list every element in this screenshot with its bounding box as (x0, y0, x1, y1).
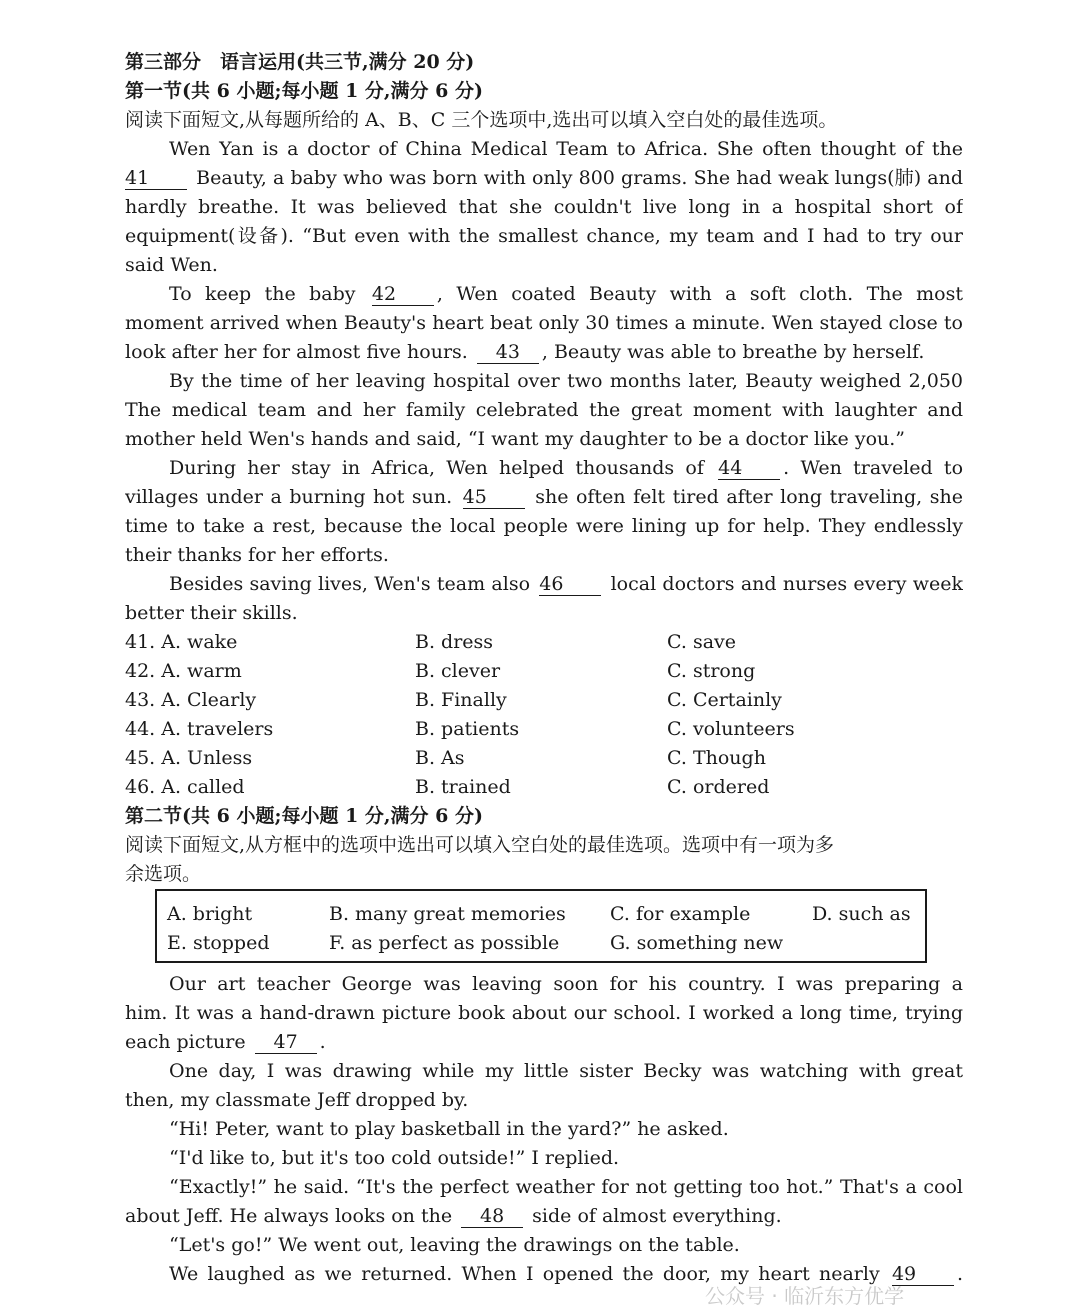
question-options (125, 628, 963, 802)
passage-line: hardly breathe. It was believed that she couldn't live long in a hospital short of (125, 196, 963, 218)
passage-line (125, 338, 963, 367)
passage-text: , Wen coated Beauty with a soft cloth. The most (436, 283, 963, 305)
option-a[interactable]: 46. A. called (125, 776, 245, 798)
passage-text: villages under a burning hot sun. (125, 486, 453, 508)
option-b[interactable]: B. patients (415, 718, 520, 740)
option-c[interactable]: C. save (667, 631, 736, 653)
blank-45: 45 (463, 486, 525, 509)
option-a[interactable]: 45. A. Unless (125, 747, 253, 769)
blank-44: 44 (718, 457, 780, 480)
blank-41: 41 (125, 167, 187, 190)
passage-line (125, 454, 963, 483)
option-a[interactable]: 41. A. wake (125, 631, 238, 653)
passage-line (125, 164, 963, 193)
passage-text: , Beauty was able to breathe by herself. (541, 341, 925, 363)
option-b[interactable]: B. Finally (415, 689, 507, 711)
passage-line: “I'd like to, but it's too cold outside!” I replied. (169, 1147, 620, 1169)
passage-text: look after her for almost five hours. (125, 341, 468, 363)
passage-text: . (956, 1263, 963, 1285)
box-option-b[interactable]: B. many great memories (329, 903, 566, 925)
option-c[interactable]: C. volunteers (667, 718, 795, 740)
section2-instruction: 阅读下面短文,从方框中的选项中选出可以填入空白处的最佳选项。选项中有一项为多 (125, 834, 835, 856)
passage-line: Our art teacher George was leaving soon for his country. I was preparing a (169, 973, 963, 995)
passage-line (125, 570, 963, 599)
passage-line: better their skills. (125, 602, 298, 624)
passage-line (125, 1028, 963, 1057)
passage-1 (125, 135, 963, 628)
passage-line: “Exactly!” he said. “It's the perfect weather for not getting too hot.” That's a cool (169, 1176, 963, 1198)
passage-line: The medical team and her family celebrated the great moment with laughter and (125, 399, 963, 421)
box-option-g[interactable]: G. something new (610, 932, 784, 954)
option-c[interactable]: C. Certainly (667, 689, 782, 711)
passage-text: each picture (125, 1031, 246, 1053)
passage-line (125, 280, 963, 309)
section1-instruction: 阅读下面短文,从每题所给的 A、B、C 三个选项中,选出可以填入空白处的最佳选项。 (125, 109, 838, 131)
passage-line (125, 483, 963, 512)
box-option-e[interactable]: E. stopped (167, 932, 270, 954)
passage-text: about Jeff. He always looks on the (125, 1205, 453, 1227)
option-a[interactable]: 43. A. Clearly (125, 689, 257, 711)
option-c[interactable]: C. Though (667, 747, 766, 769)
box-option-d[interactable]: D. such as (812, 903, 911, 925)
passage-line: him. It was a hand-drawn picture book about our school. I worked a long time, trying (125, 1002, 963, 1024)
box-option-f[interactable]: F. as perfect as possible (329, 932, 560, 954)
passage-text: During her stay in Africa, Wen helped thousands of (169, 457, 704, 479)
option-a[interactable]: 44. A. travelers (125, 718, 274, 740)
option-b[interactable]: B. clever (415, 660, 501, 682)
section2-title: 第二节(共 6 小题;每小题 1 分,满分 6 分) (125, 805, 483, 827)
passage-text: . (319, 1031, 326, 1053)
option-b[interactable]: B. trained (415, 776, 511, 798)
exam-page (125, 48, 963, 889)
part-title: 第三部分 语言运用(共三节,满分 20 分) (125, 51, 475, 73)
passage-line: then, my classmate Jeff dropped by. (125, 1089, 469, 1111)
blank-42: 42 (372, 283, 434, 306)
passage-text: Besides saving lives, Wen's team also (169, 573, 531, 595)
question-row (125, 686, 963, 715)
passage-line: mother held Wen's hands and said, “I want my daughter to be a doctor like you.” (125, 428, 906, 450)
question-row (125, 628, 963, 657)
passage-line: time to take a rest, because the local people were lining up for help. They endlessly (125, 515, 963, 537)
passage-line: equipment(设备). “But even with the smallest chance, my team and I had to try our (125, 225, 963, 247)
passage-text: local doctors and nurses every week (610, 573, 963, 595)
passage-text: We laughed as we returned. When I opened the door, my heart nearly (169, 1263, 880, 1285)
passage-2 (125, 970, 963, 1289)
blank-49: 49 (892, 1263, 954, 1286)
option-c[interactable]: C. ordered (667, 776, 770, 798)
passage-line: One day, I was drawing while my little sister Becky was watching with great (169, 1060, 963, 1082)
passage-text: To keep the baby (169, 283, 356, 305)
passage-line: “Let's go!” We went out, leaving the drawings on the table. (169, 1234, 740, 1256)
question-row (125, 744, 963, 773)
section1-title: 第一节(共 6 小题;每小题 1 分,满分 6 分) (125, 80, 483, 102)
box-option-c[interactable]: C. for example (610, 903, 751, 925)
passage-text: Beauty, a baby who was born with only 800 grams. She had weak lungs(肺) and (196, 167, 963, 189)
blank-48: 48 (461, 1205, 523, 1228)
question-row (125, 773, 963, 802)
option-c[interactable]: C. strong (667, 660, 756, 682)
option-b[interactable]: B. dress (415, 631, 494, 653)
option-a[interactable]: 42. A. warm (125, 660, 242, 682)
watermark: 公众号 · 临沂东方优学 (705, 1284, 905, 1308)
blank-43: 43 (477, 341, 539, 364)
passage-line: Wen Yan is a doctor of China Medical Team to Africa. She often thought of the (169, 138, 963, 160)
passage-line: their thanks for her efforts. (125, 544, 389, 566)
question-row (125, 657, 963, 686)
blank-47: 47 (255, 1031, 317, 1054)
passage-text: . Wen traveled to (783, 457, 963, 479)
section2-instruction: 余选项。 (125, 863, 202, 885)
option-b[interactable]: B. As (415, 747, 465, 769)
passage-line: moment arrived when Beauty's heart beat only 30 times a minute. Wen stayed close to (125, 312, 963, 334)
options-box (155, 889, 927, 963)
passage-line: By the time of her leaving hospital over two months later, Beauty weighed 2,050 (169, 370, 963, 392)
passage-text: she often felt tired after long traveling, she (535, 486, 963, 508)
question-row (125, 715, 963, 744)
passage-line (125, 1202, 963, 1231)
passage-line: said Wen. (125, 254, 218, 276)
box-option-a[interactable]: A. bright (167, 903, 253, 925)
passage-line: “Hi! Peter, want to play basketball in the yard?” he asked. (169, 1118, 729, 1140)
passage-text: side of almost everything. (532, 1205, 782, 1227)
blank-46: 46 (539, 573, 601, 596)
